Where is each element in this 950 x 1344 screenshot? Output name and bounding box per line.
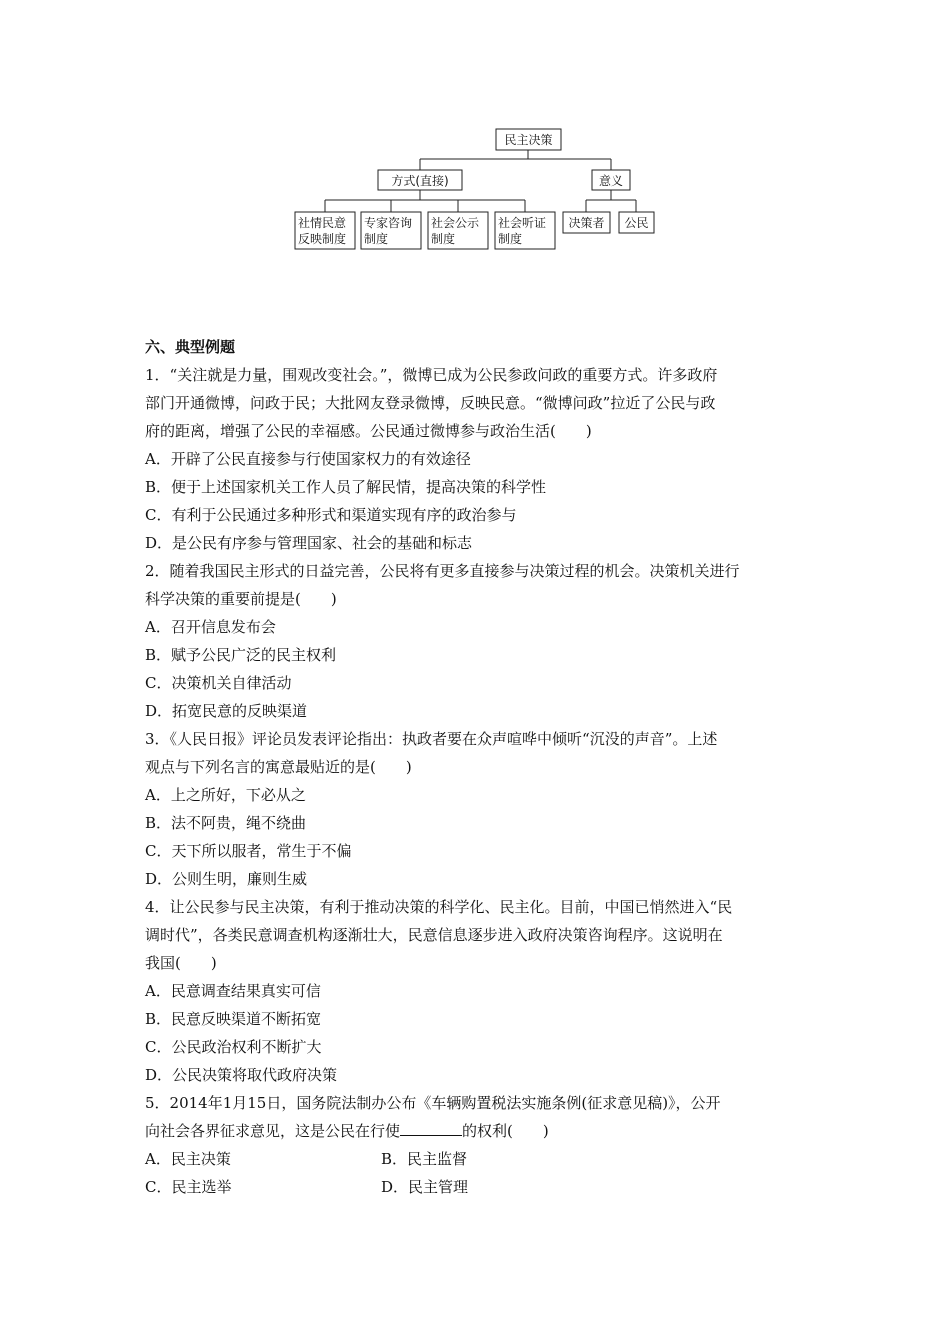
question-3-line-2: 观点与下列名言的寓意最贴近的是( ) — [145, 758, 412, 776]
question-1-option-a: A．开辟了公民直接参与行使国家权力的有效途径 — [145, 450, 471, 468]
question-2-option-a: A．召开信息发布会 — [145, 618, 276, 636]
diagram-way-2-line1: 专家咨询 — [364, 216, 413, 230]
question-5-option-d: D．民主管理 — [381, 1178, 469, 1196]
question-1-option-b: B．便于上述国家机关工作人员了解民情，提高决策的科学性 — [145, 478, 547, 496]
question-1 — [145, 361, 810, 557]
diagram-way-1-line1: 社情民意 — [298, 216, 347, 230]
question-1-option-d: D．是公民有序参与管理国家、社会的基础和标志 — [145, 534, 473, 552]
question-4-line-1: 4．让公民参与民主决策，有利于推动决策的科学化、民主化。目前，中国已悄然进入“民 — [145, 898, 733, 916]
question-5-option-c: C．民主选举 — [145, 1178, 232, 1196]
question-5 — [145, 1089, 810, 1201]
diagram-way-1-line2: 反映制度 — [298, 232, 347, 246]
question-4-option-d: D．公民决策将取代政府决策 — [145, 1066, 338, 1084]
question-1-line-3: 府的距离，增强了公民的幸福感。公民通过微博参与政治生活( ) — [145, 422, 592, 440]
section-title: 六、典型例题 — [145, 338, 236, 356]
question-2-option-c: C．决策机关自律活动 — [145, 674, 292, 692]
diagram-root-label: 民主决策 — [504, 133, 553, 147]
question-5-options-row-2 — [145, 1173, 810, 1201]
diagram-way-4-line1: 社会听证 — [498, 216, 547, 230]
question-3-option-b: B．法不阿贵，绳不绕曲 — [145, 814, 307, 832]
diagram-way-4-line2: 制度 — [498, 232, 523, 246]
question-4-line-3: 我国( ) — [145, 954, 217, 972]
question-2 — [145, 557, 810, 725]
diagram-way-3-line1: 社会公示 — [431, 216, 480, 230]
diagram-meaning-2-label: 公民 — [624, 216, 649, 230]
question-5-line-2 — [145, 1117, 810, 1145]
question-2-option-b: B．赋予公民广泛的民主权利 — [145, 646, 337, 664]
question-5-line-2-after-blank: 的权利( ) — [462, 1122, 549, 1140]
question-5-options-row-1 — [145, 1145, 810, 1173]
diagram-meaning-1-label: 决策者 — [568, 216, 605, 230]
question-1-line-1: 1．“关注就是力量，围观改变社会。”，微博已成为公民参政问政的重要方式。许多政府 — [145, 366, 718, 384]
answer-blank — [400, 1120, 462, 1136]
question-4 — [145, 893, 810, 1089]
exercise-content — [145, 333, 810, 1201]
question-3-line-1: 3．《人民日报》评论员发表评论指出：执政者要在众声喧哗中倾听“沉没的声音”。上述 — [145, 730, 718, 748]
diagram-meaning-label: 意义 — [598, 174, 624, 188]
question-4-option-c: C．公民政治权利不断扩大 — [145, 1038, 322, 1056]
democratic-decision-diagram — [0, 0, 950, 270]
diagram-way-2-line2: 制度 — [364, 232, 389, 246]
question-3-option-c: C．天下所以服者，常生于不偏 — [145, 842, 352, 860]
question-2-line-1: 2．随着我国民主形式的日益完善，公民将有更多直接参与决策过程的机会。决策机关进行 — [145, 562, 740, 580]
question-4-option-b: B．民意反映渠道不断拓宽 — [145, 1010, 322, 1028]
question-5-line-1: 5．2014年1月15日，国务院法制办公布《车辆购置税法实施条例(征求意见稿)》，公开 — [145, 1094, 721, 1112]
question-2-line-2: 科学决策的重要前提是( ) — [145, 590, 337, 608]
diagram-way-3-line2: 制度 — [431, 232, 456, 246]
question-3-option-d: D．公则生明，廉则生威 — [145, 870, 308, 888]
question-4-option-a: A．民意调查结果真实可信 — [145, 982, 321, 1000]
question-1-line-2: 部门开通微博，问政于民；大批网友登录微博，反映民意。“微博问政”拉近了公民与政 — [145, 394, 716, 412]
question-3-option-a: A．上之所好，下必从之 — [145, 786, 306, 804]
question-5-option-a: A．民主决策 — [145, 1150, 231, 1168]
question-3 — [145, 725, 810, 893]
diagram-ways-label: 方式(直接) — [391, 174, 449, 188]
question-4-line-2: 调时代”，各类民意调查机构逐渐壮大，民意信息逐步进入政府决策咨询程序。这说明在 — [145, 926, 723, 944]
question-1-option-c: C．有利于公民通过多种形式和渠道实现有序的政治参与 — [145, 506, 517, 524]
question-2-option-d: D．拓宽民意的反映渠道 — [145, 702, 308, 720]
question-5-option-b: B．民主监督 — [381, 1150, 468, 1168]
question-5-line-2-before-blank: 向社会各界征求意见，这是公民在行使 — [145, 1122, 401, 1140]
